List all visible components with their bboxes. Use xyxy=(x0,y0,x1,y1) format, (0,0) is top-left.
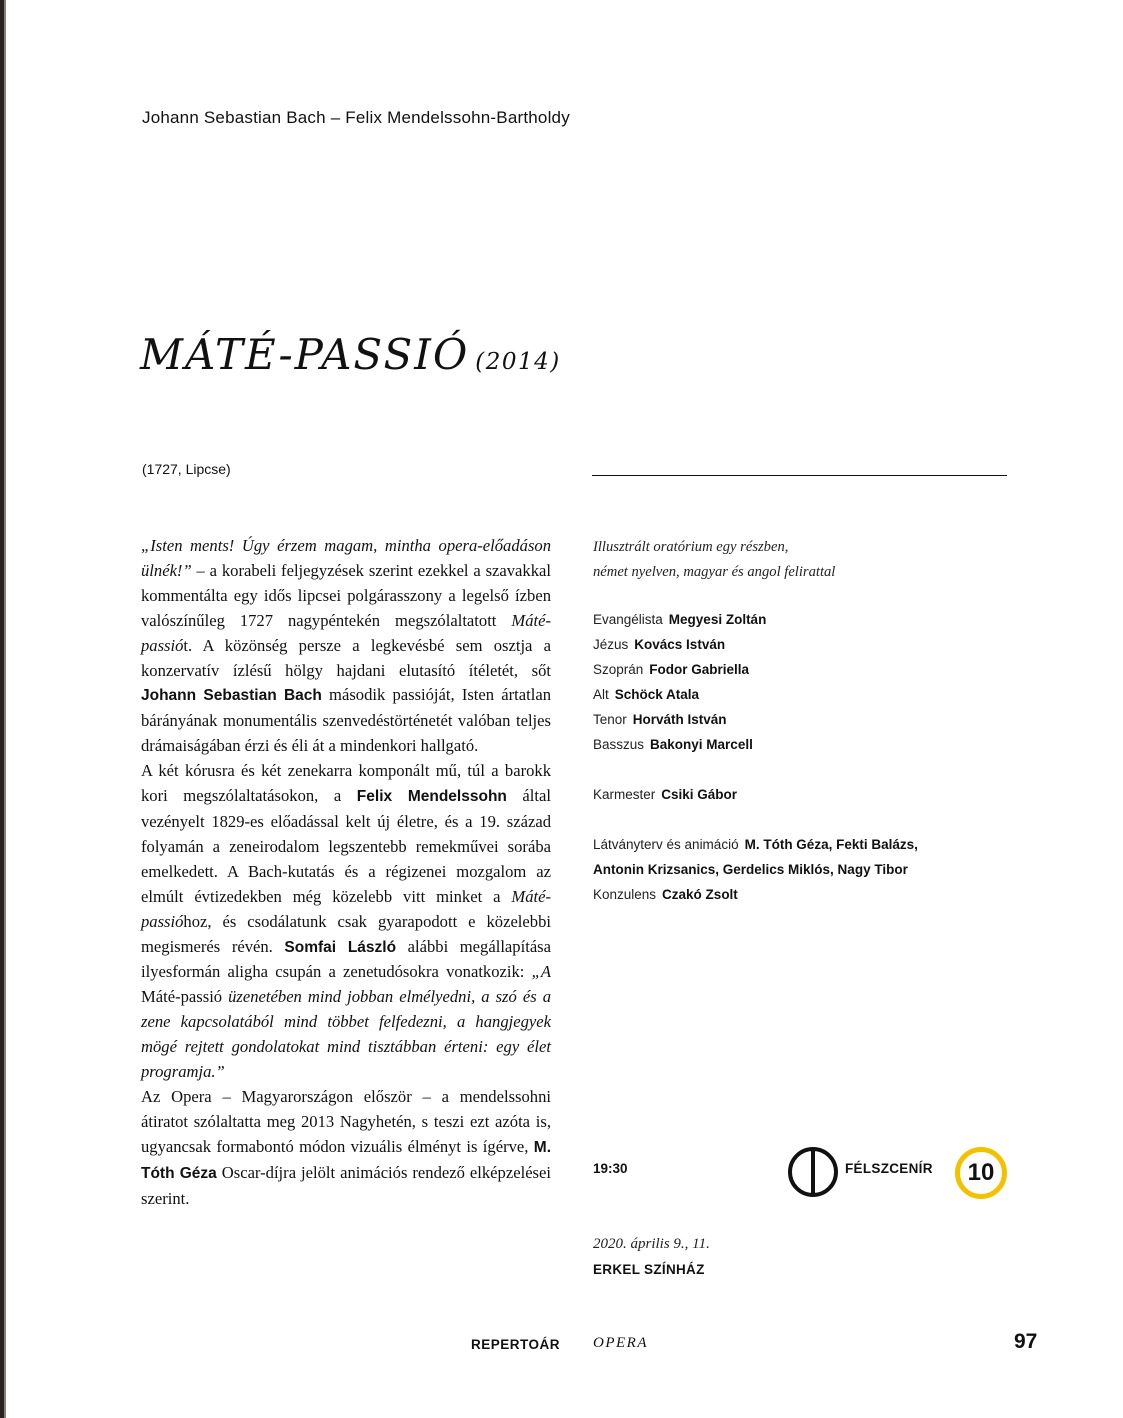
article-body xyxy=(141,534,551,1211)
cast-row: Basszus Bakonyi Marcell xyxy=(593,737,753,752)
title-year: (2014) xyxy=(475,349,561,375)
page-number: 97 xyxy=(1014,1330,1038,1353)
divider-rule xyxy=(592,475,1007,476)
paragraph-2: A két kórusra és két zenekarra komponált mű, túl a barokk kori megszólaltatásokon, a Felix Mendelssohn által vezényelt 1829-es előadással kelt új életre, és a 19. század folyamán a zeneirodalom legszentebb remekművei sorába emelkedett. A Bach-kutatás és a régizenei mozgalom az elmúlt évtizedekben még közelebb vitt minket a Máté-passióhoz, és csodálatunk csak gyarapodott e közelebbi megismerés révén. Somfai László alábbi megállapítása ilyesformán aligha csupán a zenetudósokra vonatkozik: „A Máté-passió üzenetében mind jobban elmélyedni, a szó és a zene kapcsolatából mind többet felfedezni, a hangjegyek mögé rejtett gondolatokat mind tisztábban érteni: egy élet programja.” xyxy=(141,761,552,1082)
performance-dates: 2020. április 9., 11. xyxy=(593,1236,710,1252)
page-title xyxy=(140,330,561,379)
conductor-row: Karmester Csiki Gábor xyxy=(593,787,738,802)
name-toth: M. Tóth Géza xyxy=(141,1138,551,1182)
work-subtitle: Illusztrált oratórium egy részben, német nyelven, magyar és angol felirattal xyxy=(593,539,836,580)
stage-label: FÉLSZCENÍR xyxy=(845,1161,933,1176)
paragraph-3: Az Opera – Magyarországon először – a mendelssohni átiratot szólaltatta meg 2013 Nagyhetén, s teszi ezt azóta is, ugyancsak formabontó módon vizuális élményt is ígérve, M. Tóth Géza Oscar-díjra jelölt animációs rendező elképzelései szerint. xyxy=(141,1086,551,1208)
cast-row: Evangélista Megyesi Zoltán xyxy=(593,612,767,627)
venue: ERKEL SZÍNHÁZ xyxy=(593,1262,705,1277)
paragraph-1: „Isten ments! Úgy érzem magam, mintha opera-előadáson ülnék!” – a korabeli feljegyzések szerint ezekkel a szavakkal kommentálta egy idős lipcsei polgárasszony a legelső ízben valószínűleg 1727 nagypéntekén megszólaltatott Máté-passiót. A közönség persze a legkevésbé sem osztja a konzervatív ízlésű hölgy hajdani elutasító ítéletét, sőt Johann Sebastian Bach második passióját, Isten ártatlan bárányának monumentális szenvedéstörténetét valóban teljes drámaiságában érzi és éli át a mindenkori hallgató. xyxy=(141,536,551,756)
composers: Johann Sebastian Bach – Felix Mendelssohn-Bartholdy xyxy=(142,108,570,127)
footer-category: OPERA xyxy=(593,1335,648,1351)
consultant-row: Konzulens Czakó Zsolt xyxy=(593,887,738,902)
show-time: 19:30 xyxy=(593,1161,628,1176)
cast-list xyxy=(593,607,1013,907)
name-somfai: Somfai László xyxy=(284,938,397,956)
title-text: MÁTÉ-PASSIÓ xyxy=(140,330,470,379)
premiere-note: (1727, Lipcse) xyxy=(142,461,231,477)
age-rating-badge xyxy=(955,1147,1007,1199)
name-bach: Johann Sebastian Bach xyxy=(141,687,322,705)
cast-row: Szoprán Fodor Gabriella xyxy=(593,662,750,677)
visual-design-row-cont: Antonin Krizsanics, Gerdelics Miklós, Nagy Tibor xyxy=(593,862,908,877)
footer-section: REPERTOÁR xyxy=(471,1337,561,1352)
name-mendelssohn: Felix Mendelssohn xyxy=(356,788,507,806)
age-rating: 10 xyxy=(967,1159,995,1186)
cast-row: Alt Schöck Atala xyxy=(593,687,700,702)
visual-design-row: Látványterv és animáció M. Tóth Géza, Fekti Balázs, xyxy=(593,837,918,852)
stage-curtain-icon xyxy=(787,1146,839,1198)
opening-quote: „Isten ments! Úgy érzem magam, mintha opera-előadáson ülnék!” xyxy=(141,536,551,580)
cast-row: Tenor Horváth István xyxy=(593,712,727,727)
cast-row: Jézus Kovács István xyxy=(593,637,726,652)
page-edge-shadow xyxy=(4,0,6,1418)
